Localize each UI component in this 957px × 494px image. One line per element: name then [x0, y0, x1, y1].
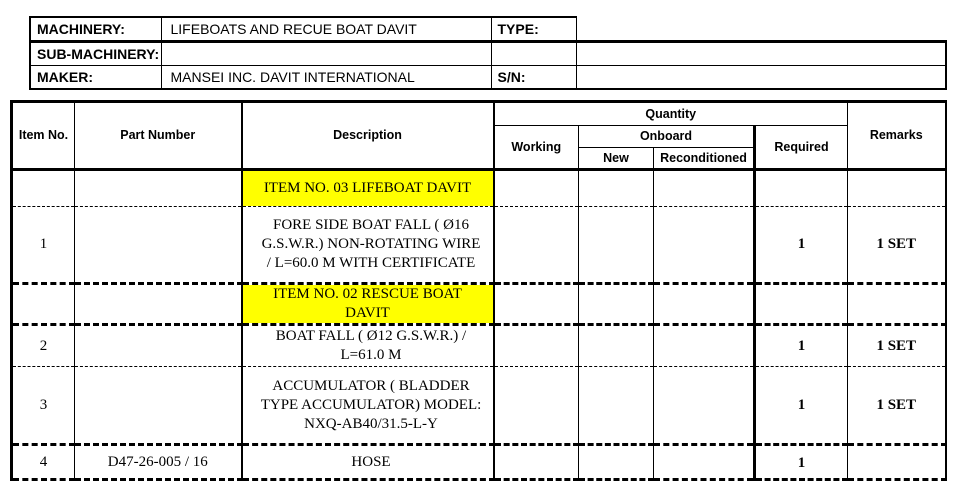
- column-header-required: Required: [755, 126, 848, 170]
- onboard-reconditioned-qty-cell: [654, 284, 755, 325]
- section-title-line: DAVIT: [345, 305, 390, 321]
- section-title-line: ITEM NO. 03 LIFEBOAT DAVIT: [263, 180, 472, 196]
- machinery-value: LIFEBOATS AND RECUE BOAT DAVIT: [161, 17, 491, 42]
- sub-machinery-row: [30, 42, 946, 66]
- onboard-new-qty-cell: [579, 445, 654, 480]
- sub-machinery-label: SUB-MACHINERY:: [30, 42, 161, 66]
- onboard-new-qty-cell: [579, 284, 654, 325]
- sub-machinery-value: [161, 42, 491, 66]
- item-no-cell: 2: [12, 325, 75, 367]
- parts-table-header: [12, 102, 946, 170]
- onboard-reconditioned-qty-cell: [654, 207, 755, 284]
- description-line: G.S.W.R.) NON-ROTATING WIRE: [261, 236, 481, 252]
- machinery-info-table: [29, 16, 947, 90]
- remarks-cell: [848, 445, 946, 480]
- onboard-reconditioned-qty-cell: [654, 445, 755, 480]
- onboard-reconditioned-qty-cell: [654, 325, 755, 367]
- column-header-part-number: Part Number: [75, 102, 242, 170]
- onboard-reconditioned-qty-cell: [654, 367, 755, 445]
- required-qty-cell: 1: [755, 367, 848, 445]
- serial-number-label: S/N:: [491, 66, 576, 90]
- machinery-label: MACHINERY:: [30, 17, 161, 42]
- description-line: HOSE: [351, 453, 391, 470]
- required-qty-cell: [755, 284, 848, 325]
- onboard-new-qty-cell: [579, 325, 654, 367]
- sub-machinery-type-cell: [491, 42, 576, 66]
- working-qty-cell: [494, 207, 579, 284]
- section-row-lifeboat-davit: [12, 170, 946, 207]
- part-number-cell: [75, 284, 242, 325]
- description-line: FORE SIDE BOAT FALL ( Ø16: [273, 217, 469, 233]
- column-header-onboard: Onboard: [579, 126, 755, 148]
- part-number-cell: [75, 367, 242, 445]
- description-cell: [242, 367, 494, 445]
- working-qty-cell: [494, 284, 579, 325]
- item-no-cell: 3: [12, 367, 75, 445]
- column-header-quantity: Quantity: [494, 102, 848, 126]
- part-number-cell: [75, 207, 242, 284]
- description-cell: [242, 207, 494, 284]
- type-label: TYPE:: [491, 17, 576, 42]
- remarks-cell: [848, 170, 946, 207]
- onboard-new-qty-cell: [579, 367, 654, 445]
- onboard-new-qty-cell: [579, 207, 654, 284]
- remarks-cell: 1 SET: [848, 325, 946, 367]
- column-header-reconditioned: Reconditioned: [654, 148, 755, 170]
- column-header-description: Description: [242, 102, 494, 170]
- column-header-remarks: Remarks: [848, 102, 946, 170]
- part-row-3: [12, 367, 946, 445]
- column-header-item-no: Item No.: [12, 102, 75, 170]
- part-row-2: [12, 325, 946, 367]
- section-row-rescue-boat-davit: [12, 284, 946, 325]
- working-qty-cell: [494, 367, 579, 445]
- serial-number-value: [576, 66, 946, 90]
- type-value: [576, 17, 946, 42]
- part-number-cell: [75, 170, 242, 207]
- description-line: NXQ-AB40/31.5-L-Y: [304, 415, 438, 432]
- item-no-cell: [12, 284, 75, 325]
- column-header-new: New: [579, 148, 654, 170]
- working-qty-cell: [494, 445, 579, 480]
- section-title-highlight: [242, 284, 494, 325]
- spare-parts-table: [10, 100, 947, 481]
- working-qty-cell: [494, 170, 579, 207]
- required-qty-cell: 1: [755, 207, 848, 284]
- description-cell: [242, 445, 494, 480]
- required-qty-cell: 1: [755, 445, 848, 480]
- item-no-cell: 1: [12, 207, 75, 284]
- remarks-cell: 1 SET: [848, 367, 946, 445]
- column-header-working: Working: [494, 126, 579, 170]
- item-no-cell: [12, 170, 75, 207]
- description-line: L=61.0 M: [340, 347, 402, 363]
- machinery-row: [30, 17, 946, 42]
- remarks-cell: 1 SET: [848, 207, 946, 284]
- part-row-1: [12, 207, 946, 284]
- section-title-highlight: [242, 170, 494, 207]
- required-qty-cell: [755, 170, 848, 207]
- maker-label: MAKER:: [30, 66, 161, 90]
- section-title-line: ITEM NO. 02 RESCUE BOAT: [273, 286, 462, 302]
- part-number-cell: D47-26-005 / 16: [75, 445, 242, 480]
- header-row-1: [12, 102, 946, 126]
- maker-value: MANSEI INC. DAVIT INTERNATIONAL: [161, 66, 491, 90]
- item-no-cell: 4: [12, 445, 75, 480]
- sub-machinery-type-value: [576, 42, 946, 66]
- onboard-reconditioned-qty-cell: [654, 170, 755, 207]
- maker-row: [30, 66, 946, 90]
- working-qty-cell: [494, 325, 579, 367]
- onboard-new-qty-cell: [579, 170, 654, 207]
- part-number-cell: [75, 325, 242, 367]
- required-qty-cell: 1: [755, 325, 848, 367]
- description-line: BOAT FALL ( Ø12 G.S.W.R.) /: [275, 328, 467, 344]
- description-line: ACCUMULATOR ( BLADDER: [272, 377, 470, 394]
- parts-table-body: [12, 170, 946, 480]
- remarks-cell: [848, 284, 946, 325]
- description-line: / L=60.0 M WITH CERTIFICATE: [266, 255, 476, 271]
- description-line: TYPE ACCUMULATOR) MODEL:: [260, 396, 482, 413]
- part-row-4: [12, 445, 946, 480]
- description-cell: [242, 325, 494, 367]
